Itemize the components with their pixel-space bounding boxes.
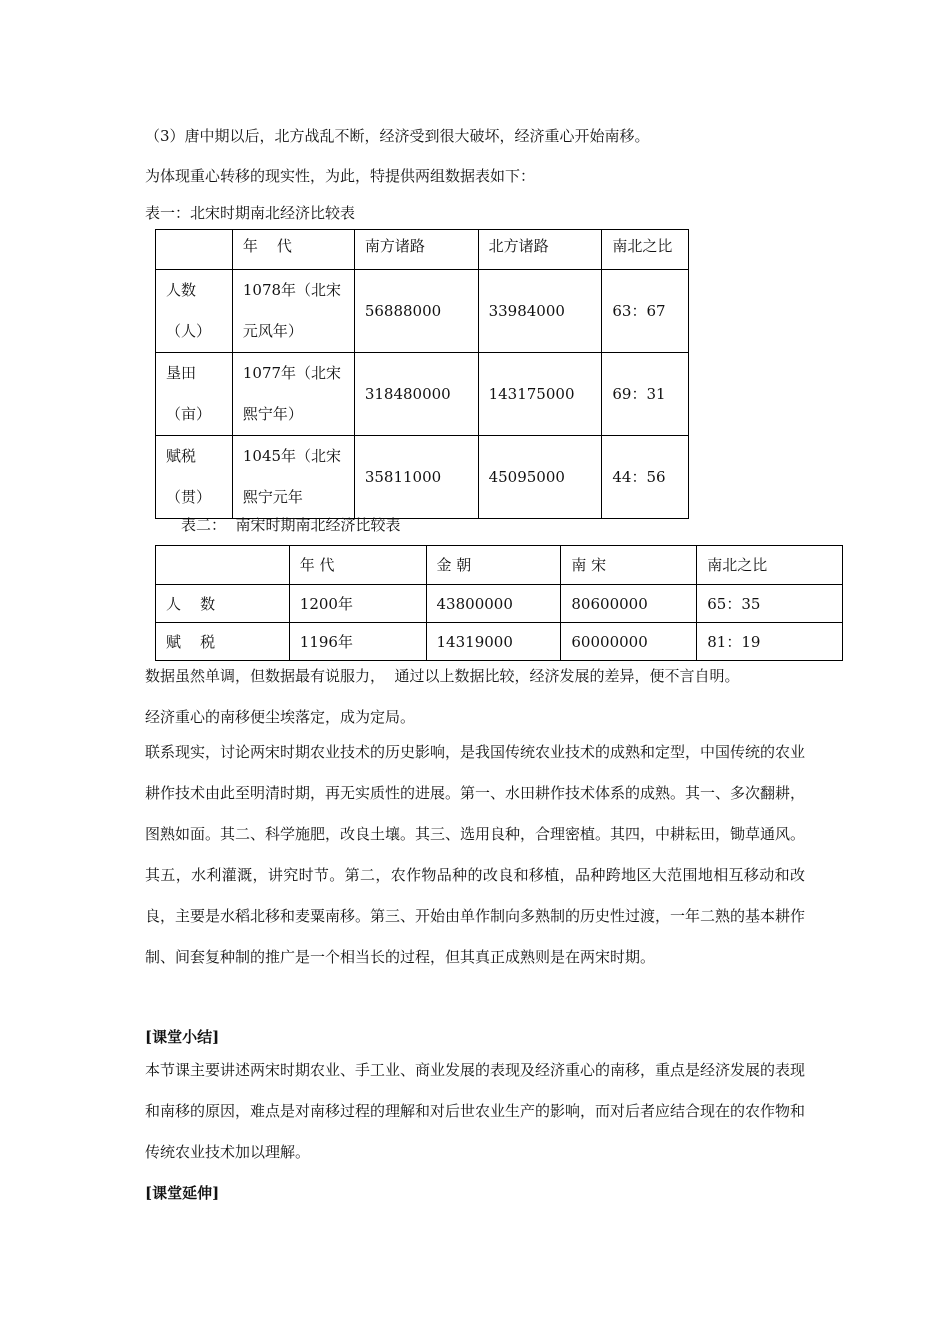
table2-row-ratio: 65：35 bbox=[697, 585, 843, 623]
table1-row-label: 赋税 （贯） bbox=[156, 436, 233, 519]
table1-caption: 表一：北宋时期南北经济比较表 bbox=[145, 204, 356, 222]
table2-row-song: 60000000 bbox=[561, 623, 697, 661]
after-line-2: 经济重心的南移便尘埃落定，成为定局。 bbox=[145, 708, 416, 726]
table1-header-ratio: 南北之比 bbox=[602, 230, 689, 270]
table2-header-row bbox=[156, 546, 843, 585]
table2-header-blank bbox=[156, 546, 290, 585]
after-line-1: 数据虽然单调，但数据最有说服力， 通过以上数据比较，经济发展的差异，便不言自明。 bbox=[145, 667, 740, 685]
table-row bbox=[156, 436, 689, 519]
intro-line-1: （3）唐中期以后，北方战乱不断，经济受到很大破坏，经济重心开始南移。 bbox=[145, 127, 650, 145]
table-row bbox=[156, 623, 843, 661]
table-south-song bbox=[155, 545, 843, 661]
table1-row-ratio: 69：31 bbox=[602, 353, 689, 436]
table-row bbox=[156, 353, 689, 436]
table2-row-year: 1196年 bbox=[289, 623, 426, 661]
table2-header-song: 南 宋 bbox=[561, 546, 697, 585]
table2-caption: 表二： 南宋时期南北经济比较表 bbox=[181, 516, 401, 534]
table1-row-period: 1077年（北宋 熙宁年） bbox=[232, 353, 354, 436]
table2-row-label: 人 数 bbox=[156, 585, 290, 623]
table1-header-blank bbox=[156, 230, 233, 270]
table2-row-song: 80600000 bbox=[561, 585, 697, 623]
table1-row-south: 318480000 bbox=[354, 353, 478, 436]
table2-row-jin: 43800000 bbox=[426, 585, 561, 623]
discussion-paragraph: 联系现实，讨论两宋时期农业技术的历史影响，是我国传统农业技术的成熟和定型，中国传统的农业耕作技术由此至明清时期，再无实质性的进展。第一、水田耕作技术体系的成熟。其一、多次翻耕，图熟如面。其二、科学施肥，改良土壤。其三、选用良种，合理密植。其四，中耕耘田，锄草通风。其五，水利灌溉，讲究时节。第二，农作物品种的改良和移植，品种跨地区大范围地相互移动和改良，主要是水稻北移和麦粟南移。第三、开始由单作制向多熟制的历史性过渡，一年二熟的基本耕作制、间套复种制的推广是一个相当长的过程，但其真正成熟则是在两宋时期。 bbox=[145, 743, 806, 966]
table1-header-period: 年 代 bbox=[232, 230, 354, 270]
intro-line-2: 为体现重心转移的现实性，为此，特提供两组数据表如下： bbox=[145, 167, 536, 185]
table2-header-jin: 金 朝 bbox=[426, 546, 561, 585]
table1-row-ratio: 63：67 bbox=[602, 270, 689, 353]
table1-row-period: 1045年（北宋 熙宁元年 bbox=[232, 436, 354, 519]
table2-row-label: 赋 税 bbox=[156, 623, 290, 661]
table1-row-ratio: 44：56 bbox=[602, 436, 689, 519]
summary-paragraph: 本节课主要讲述两宋时期农业、手工业、商业发展的表现及经济重心的南移，重点是经济发展的表现和南移的原因，难点是对南移过程的理解和对后世农业生产的影响，而对后者应结合现在的农作物和传统农业技术加以理解。 bbox=[145, 1061, 806, 1161]
table-row bbox=[156, 585, 843, 623]
summary-heading: [课堂小结] bbox=[145, 1028, 220, 1046]
table1-row-label: 垦田 （亩） bbox=[156, 353, 233, 436]
table1-row-north: 33984000 bbox=[478, 270, 602, 353]
table1-header-row bbox=[156, 230, 689, 270]
table-north-song bbox=[155, 229, 689, 519]
table1-row-north: 143175000 bbox=[478, 353, 602, 436]
table-row bbox=[156, 270, 689, 353]
table2-header-year: 年 代 bbox=[289, 546, 426, 585]
table1-row-period: 1078年（北宋 元风年） bbox=[232, 270, 354, 353]
table1-row-label: 人数 （人） bbox=[156, 270, 233, 353]
table1-row-south: 35811000 bbox=[354, 436, 478, 519]
table1-row-south: 56888000 bbox=[354, 270, 478, 353]
table2-header-ratio: 南北之比 bbox=[697, 546, 843, 585]
table1-row-north: 45095000 bbox=[478, 436, 602, 519]
table1-header-south: 南方诸路 bbox=[354, 230, 478, 270]
table2-row-jin: 14319000 bbox=[426, 623, 561, 661]
table2-row-year: 1200年 bbox=[289, 585, 426, 623]
table1-header-north: 北方诸路 bbox=[478, 230, 602, 270]
table2-row-ratio: 81：19 bbox=[697, 623, 843, 661]
extension-heading: [课堂延伸] bbox=[145, 1184, 220, 1202]
